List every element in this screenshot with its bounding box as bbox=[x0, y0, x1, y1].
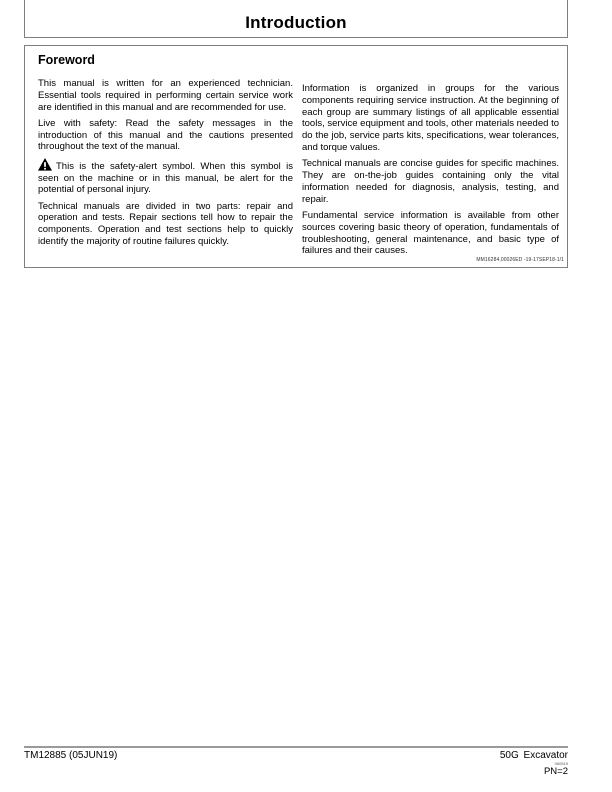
left-column bbox=[38, 78, 293, 262]
paragraph-text: This is the safety-alert symbol. When this symbol is seen on the machine or in this manual, be alert for the potential of personal injury. bbox=[38, 160, 293, 196]
paragraph: Live with safety: Read the safety messages in the introduction of this manual and the cautions presented throughout the text of the manual. bbox=[38, 117, 293, 153]
paragraph: Fundamental service information is available from other sources covering basic theory of operation, fundamentals of troubleshooting, general maintenance, and basic type of failures and their causes. bbox=[302, 209, 559, 257]
paragraph: Technical manuals are divided in two parts: repair and operation and tests. Repair sections tell how to repair the components. Operation and test sections help to quickly identify the majority of routine failures quickly. bbox=[38, 200, 293, 248]
print-code: 060519 bbox=[554, 761, 568, 766]
foreword-section bbox=[24, 45, 568, 268]
paragraph: Information is organized in groups for the various components requiring service instruction. At the beginning of each group are summary listings of all applicable essential tools, service equipment and tools, other materials needed to do the job, service parts kits, specifications, wear tolerances, and torque values. bbox=[302, 83, 559, 153]
paragraph: This manual is written for an experienced technician. Essential tools required in performing certain service work are identified in this manual and are recommended for use. bbox=[38, 78, 293, 113]
two-column-text bbox=[38, 78, 559, 262]
page-title: Introduction bbox=[245, 13, 347, 32]
page-header bbox=[24, 0, 568, 38]
safety-alert-icon bbox=[38, 158, 52, 171]
model-name: 50G Excavator bbox=[499, 750, 568, 761]
paragraph: Technical manuals are concise guides for specific machines. They are on-the-job guides containing only the vital information needed for diagnosis, analysis, testing, and repair. bbox=[302, 158, 559, 205]
page-number: PN=2 bbox=[543, 766, 568, 777]
reference-code: MM16284,00026ED -19-17SEP18-1/1 bbox=[476, 257, 564, 263]
footer-divider bbox=[24, 746, 568, 748]
safety-paragraph bbox=[38, 158, 293, 196]
manual-number: TM12885 (05JUN19) bbox=[24, 750, 118, 761]
right-column bbox=[302, 83, 559, 262]
section-heading: Foreword bbox=[38, 53, 95, 67]
